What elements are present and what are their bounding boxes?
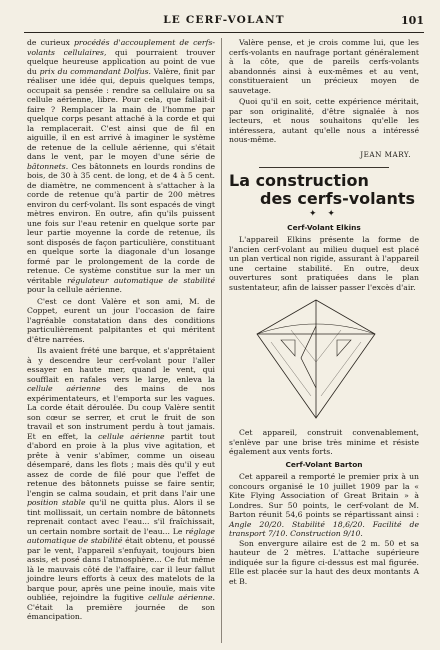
text-run: partit tout d'abord en proie à la plus vive agitation, et prête à venir s'abîmer, comme un oiseau désemparé, dans les flots ; mais dès qu'il y eut assez de corde de filé pour que l'effet de retenue des bâtonnets puisse se faire sentir, l'engin se calma soudain, et prit dans l'air une (27, 431, 215, 498)
italic-run: bâtonnets (27, 161, 66, 171)
kite-opening-right (337, 340, 351, 356)
text-run: de curieux (27, 38, 75, 47)
right-column (229, 38, 419, 586)
running-title: LE CERF-VOLANT (163, 14, 285, 26)
ornament-stars: ✦ ✦ (309, 209, 339, 219)
column-divider (221, 38, 222, 643)
left-paragraph-2: C'est ce dont Valère et son ami, M. de Coppet, eurent un jour l'occasion de faire l'agréable constatation dans des conditions particulièrement palpitantes et qui méritent d'être narrées. (27, 296, 215, 344)
text-run: . Valère, finit par réaliser une idée qui, depuis quelques temps, occupait sa pensée : rendre sa cellulaire ou sa cellule aérienne, libre. Pour cela, que fallait-il faire ? Remplacer la main de l'homme par quelque corps pesant attaché à la corde et qui la remplacerait. C'est ainsi que de fil en aiguille, il en est arrivé à imaginer le système de retenue de la cellule aérienne, qui s'était dans le vent, par le moyen d'une série de (27, 66, 215, 161)
italic-run: position stable (27, 498, 86, 507)
elkins-paragraph-2: Cet appareil, construit convenablement, s'enlève par une brise très minime et résiste également aux vents forts. (229, 428, 419, 456)
text-run: qu'il ne quitta plus. Alors il se tint mollissait, un certain nombre de bâtonnets reprenait contact avec l'eau... s'il fraîchissait, un certain nombre sortait de l'eau... Le (27, 498, 215, 536)
section-title-line-2: des cerfs-volants (259, 189, 415, 208)
kite-keel (301, 326, 316, 388)
kite-opening-left (281, 340, 295, 356)
right-paragraph-1: Valère pense, et je crois comme lui, que les cerfs-volants en naufrage portant généralement à la côte, que de pareils cerfs-volants abandonnés ainsi à eux-mêmes et au vent, constitueraient un précieux moyen de sauvetage. (229, 38, 419, 95)
italic-run: cellule aérienne (98, 431, 165, 441)
header-rule (24, 32, 424, 33)
subheading-elkins: Cerf-Volant Elkins (287, 222, 361, 232)
text-run: des mains de nos expérimentateurs, et l'emporta sur les vagues. La corde était déroulée. Du coup Valère sentit son cœur se serrer, et crut le fruit de son travail et son instrument perdu à tout jamais. Et en effet, la (27, 384, 215, 441)
text-run: . Ces bâtonnets en lourds rondins de bois, de 30 à 35 cent. de long, et de 4 à 5 cent. de diamètre, ne commencent à s'attacher à la corde de retenue qu'à partir de 200 mètres environ du cerf-volant. Ils sont espacés de vingt mètres environ. En outre, afin qu'ils puissent une fois sur l'eau retenir en quelque sorte par leur partie moyenne la corde de retenue, ils sont disposés de façon particulière, constituant en quelque sorte la diagonale d'un losange formé par le prolongement de la corde de retenue. Ce système constitue sur la mer un véritable (27, 161, 215, 285)
left-column (27, 38, 215, 622)
elkins-kite-figure (251, 296, 381, 424)
section-separator (259, 167, 389, 168)
italic-run: réglage automatique de stabilité (27, 526, 215, 545)
page-header (24, 14, 424, 32)
italic-run: cellule aérienne (27, 384, 101, 393)
italic-run: procédés d'accouplement de cerfs-volants cellulaires (27, 38, 215, 57)
text-run: était obtenu, et poussé par le vent, l'appareil s'enfuyait, toujours bien assis, et posé dans l'atmosphère... Ce fut même là le mauvais côté de l'affaire, car il leur fallut joindre leurs efforts à ceux des matelots de la barque pour, après une peine inouïe, mais vite oubliée, rejoindre la fugitive (27, 536, 215, 602)
left-paragraph-3 (27, 346, 215, 622)
page-number: 101 (401, 14, 424, 27)
barton-paragraph-1 (229, 472, 419, 539)
italic-run: Angle 20/20. Stabilité 18,6/20. Facilité de transport 7/10. Construction 9/10. (229, 519, 419, 538)
text-run: , qui pourraient trouver quelque heureuse application au point de vue du (27, 47, 215, 76)
italic-run: régulateur automatique de stabilité (67, 275, 215, 285)
text-run: Ils avaient frété une barque, et s'apprêtaient à y descendre leur cerf-volant pour l'aller essayer en haute mer, quand le vent, qui soufflait en rafales vers le large, enleva la (27, 346, 215, 384)
text-run: . C'était la première journée de son émancipation. (27, 593, 215, 621)
italic-run: prix du commandant Dolfus (39, 66, 149, 76)
author-signature: JEAN MARY. (360, 149, 411, 159)
text-run: Cet appareil a remporté le premier prix à un concours organisé le 10 juillet 1909 par la « Kite Flying Association of Great Britain » à Londres. Sur 50 points, le cerf-volant de M. Barton réunit 54,6 points se répartissant ainsi : (229, 472, 419, 519)
text-run: pour la cellule aérienne. (27, 285, 122, 294)
section-title-line-1: La construction (229, 171, 369, 190)
left-paragraph-1 (27, 38, 215, 295)
italic-run: cellule aérienne (148, 593, 213, 602)
barton-paragraph-2: Son envergure ailaire est de 2 m. 50 et sa hauteur de 2 mètres. L'attache supérieure indiquée sur la figure ci-dessus est mal figurée. Elle est placée sur la haut des deux montants A et B. (229, 538, 419, 586)
right-paragraph-2: Quoi qu'il en soit, cette expérience méritait, par son originalité, d'être signalée à nos lecteurs, et nous souhaitons qu'elle les intéressera, autant qu'elle nous a intéressé nous-même. (229, 97, 419, 144)
elkins-paragraph-1: L'appareil Elkins présente la forme de l'ancien cerf-volant au milieu duquel est placé un plan vertical non rigide, assurant à l'appareil une certaine stabilité. En outre, deux ouvertures sont pratiquées dans le plan sustentateur, afin de laisser passer l'excès d'air. (229, 235, 419, 292)
subheading-barton: Cerf-Volant Barton (285, 459, 363, 469)
